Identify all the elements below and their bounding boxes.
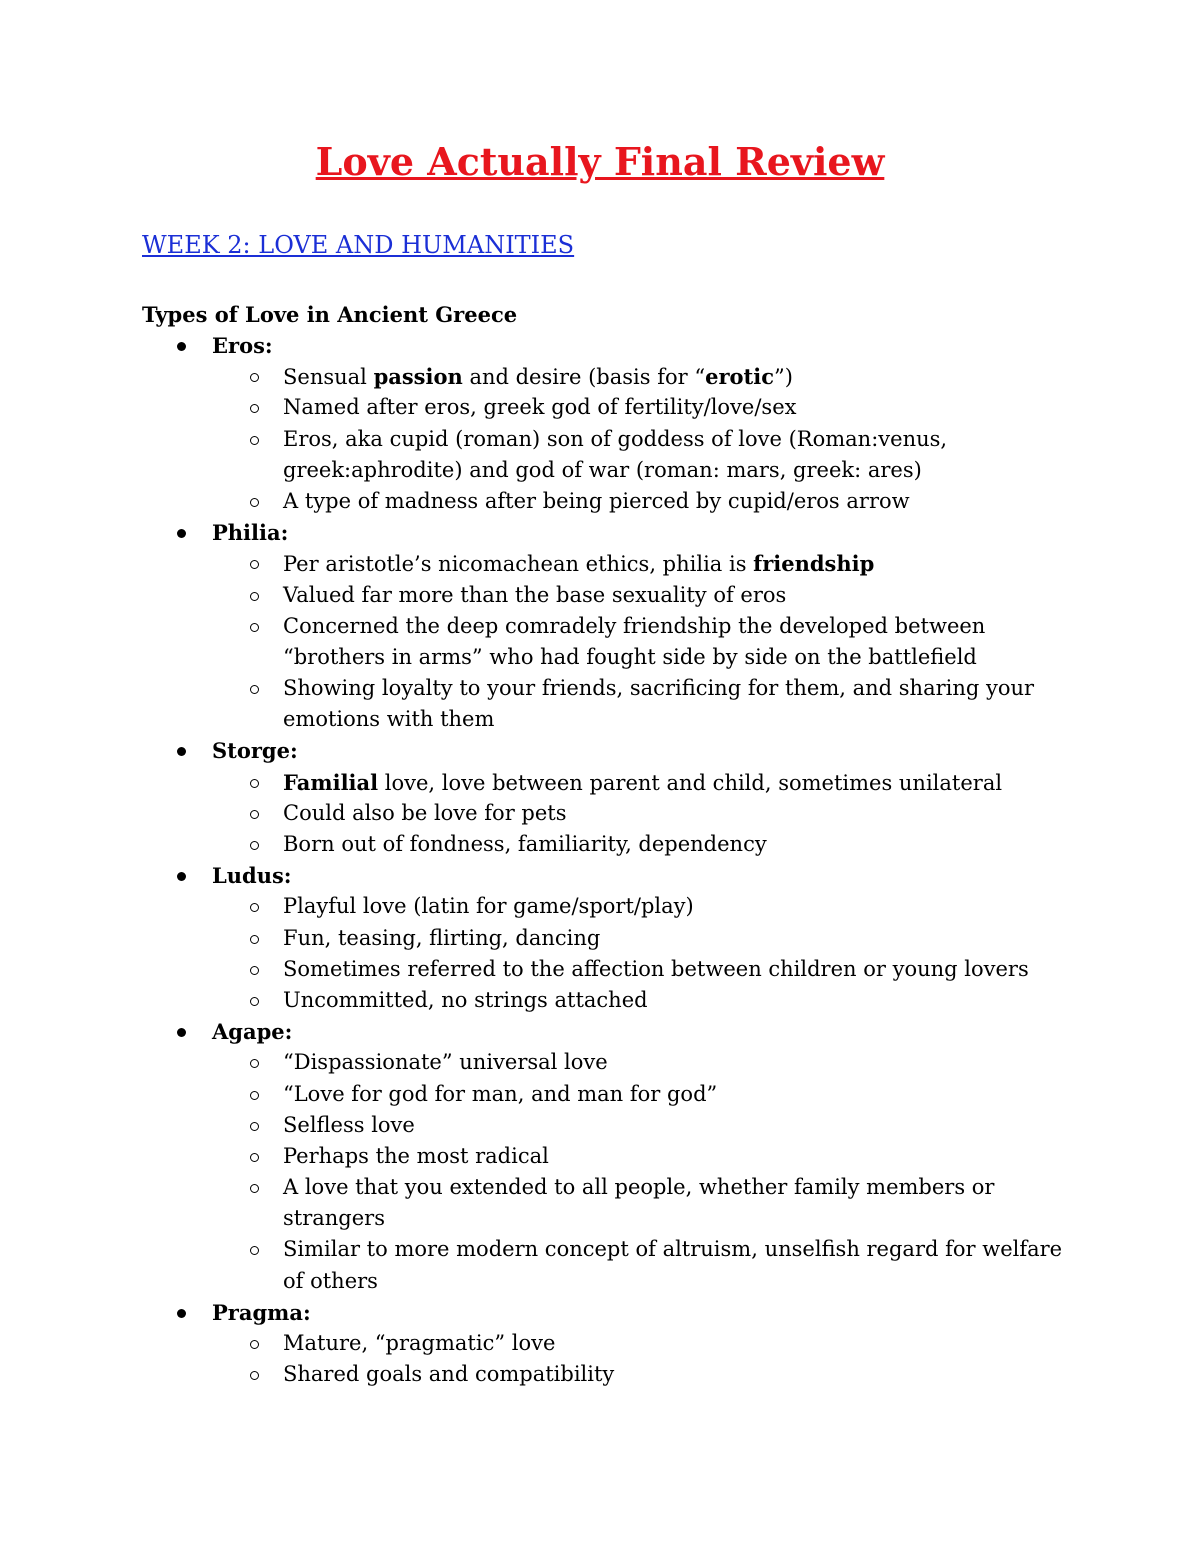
bullet-circle-icon <box>250 436 259 445</box>
bullet-disc-icon <box>177 1309 186 1318</box>
love-type-point <box>0 611 1200 642</box>
point-text: “Love for god for man, and man for god” <box>283 1081 718 1106</box>
love-type-point <box>0 891 1200 922</box>
love-type-item <box>0 860 1200 891</box>
point-text: Similar to more modern concept of altruism, unselfish regard for welfare <box>283 1237 1063 1262</box>
point-text: Sensual passion and desire (basis for “erotic”) <box>283 364 793 390</box>
point-text: emotions with them <box>283 707 495 732</box>
love-type-point <box>0 486 1200 517</box>
love-type-item <box>0 517 1200 548</box>
bullet-circle-icon <box>250 1153 259 1162</box>
section-heading: Types of Love in Ancient Greece <box>142 302 518 327</box>
love-types-list <box>0 330 1200 1390</box>
love-type-point <box>0 985 1200 1016</box>
bullet-circle-icon <box>250 1184 259 1193</box>
bullet-circle-icon <box>250 1340 259 1349</box>
love-type-point <box>0 704 1200 735</box>
bullet-circle-icon <box>250 1371 259 1380</box>
bullet-circle-icon <box>250 592 259 601</box>
page-title: Love Actually Final Review <box>315 139 885 184</box>
bullet-disc-icon <box>177 342 186 351</box>
point-text: “Dispassionate” universal love <box>283 1050 608 1075</box>
point-text: A type of madness after being pierced by cupid/eros arrow <box>283 488 910 513</box>
love-type-point <box>0 1203 1200 1234</box>
bullet-circle-icon <box>250 997 259 1006</box>
love-type-point <box>0 954 1200 985</box>
love-type-point <box>0 829 1200 860</box>
bullet-circle-icon <box>250 810 259 819</box>
point-text: Sometimes referred to the affection between children or young lovers <box>283 956 1029 981</box>
point-text: greek:aphrodite) and god of war (roman: mars, greek: ares) <box>283 457 922 482</box>
love-type-name: Ludus: <box>212 863 292 889</box>
point-text: Valued far more than the base sexuality of eros <box>283 582 787 607</box>
love-type-point <box>0 1234 1200 1265</box>
love-type-name: Agape: <box>212 1019 293 1045</box>
love-type-point <box>0 798 1200 829</box>
bullet-circle-icon <box>250 966 259 975</box>
week-heading: WEEK 2: LOVE AND HUMANITIES <box>142 231 575 259</box>
bullet-disc-icon <box>177 872 186 881</box>
point-text: Perhaps the most radical <box>283 1143 549 1168</box>
point-text: Selfless love <box>283 1112 415 1137</box>
love-type-name: Philia: <box>212 520 289 546</box>
love-type-point <box>0 1172 1200 1203</box>
point-text: Concerned the deep comradely friendship the developed between <box>283 613 986 638</box>
love-type-point <box>0 1047 1200 1078</box>
point-text: Fun, teasing, flirting, dancing <box>283 925 601 950</box>
love-type-point <box>0 642 1200 673</box>
love-type-point <box>0 923 1200 954</box>
love-type-item <box>0 1016 1200 1047</box>
point-text: Shared goals and compatibility <box>283 1362 615 1387</box>
bullet-circle-icon <box>250 1059 259 1068</box>
point-text: Uncommitted, no strings attached <box>283 987 648 1012</box>
bullet-circle-icon <box>250 1091 259 1100</box>
love-type-point <box>0 1328 1200 1359</box>
love-type-point <box>0 392 1200 423</box>
point-text: A love that you extended to all people, whether family members or <box>283 1175 995 1200</box>
love-type-point <box>0 1110 1200 1141</box>
bullet-circle-icon <box>250 498 259 507</box>
bullet-circle-icon <box>250 1122 259 1131</box>
point-text: Could also be love for pets <box>283 800 567 825</box>
love-type-point <box>0 580 1200 611</box>
bullet-circle-icon <box>250 1246 259 1255</box>
bullet-circle-icon <box>250 685 259 694</box>
point-text: “brothers in arms” who had fought side by side on the battlefield <box>283 644 977 669</box>
point-text: Showing loyalty to your friends, sacrificing for them, and sharing your <box>283 676 1035 701</box>
point-text: Playful love (latin for game/sport/play) <box>283 894 694 919</box>
point-text: Familial love, love between parent and child, sometimes unilateral <box>283 769 1003 795</box>
point-text: of others <box>283 1268 378 1293</box>
love-type-point <box>0 1266 1200 1297</box>
bullet-circle-icon <box>250 841 259 850</box>
point-text: Mature, “pragmatic” love <box>283 1331 556 1355</box>
love-type-name: Eros: <box>212 333 273 358</box>
love-type-point <box>0 767 1200 798</box>
point-text: Born out of fondness, familiarity, dependency <box>283 832 767 856</box>
point-text: Named after eros, greek god of fertility/love/sex <box>283 395 797 420</box>
bullet-disc-icon <box>177 1028 186 1037</box>
bullet-disc-icon <box>177 529 186 538</box>
love-type-item <box>0 330 1200 361</box>
bullet-circle-icon <box>250 623 259 632</box>
love-type-point <box>0 1359 1200 1390</box>
love-type-point <box>0 1079 1200 1110</box>
love-type-point <box>0 1141 1200 1172</box>
love-type-name: Storge: <box>212 738 298 764</box>
bullet-circle-icon <box>250 935 259 944</box>
love-type-name: Pragma: <box>212 1299 311 1325</box>
bullet-circle-icon <box>250 560 259 569</box>
point-text: Eros, aka cupid (roman) son of goddess of love (Roman:venus, <box>283 426 948 451</box>
bullet-circle-icon <box>250 404 259 413</box>
love-type-item <box>0 1297 1200 1328</box>
love-type-point <box>0 361 1200 392</box>
bullet-circle-icon <box>250 779 259 788</box>
bullet-disc-icon <box>177 747 186 756</box>
love-type-point <box>0 455 1200 486</box>
point-text: strangers <box>283 1206 385 1231</box>
love-type-point <box>0 673 1200 704</box>
point-text: Per aristotle’s nicomachean ethics, philia is friendship <box>283 551 875 577</box>
bullet-circle-icon <box>250 903 259 912</box>
love-type-point <box>0 424 1200 455</box>
bullet-circle-icon <box>250 373 259 382</box>
love-type-item <box>0 735 1200 766</box>
love-type-point <box>0 548 1200 579</box>
